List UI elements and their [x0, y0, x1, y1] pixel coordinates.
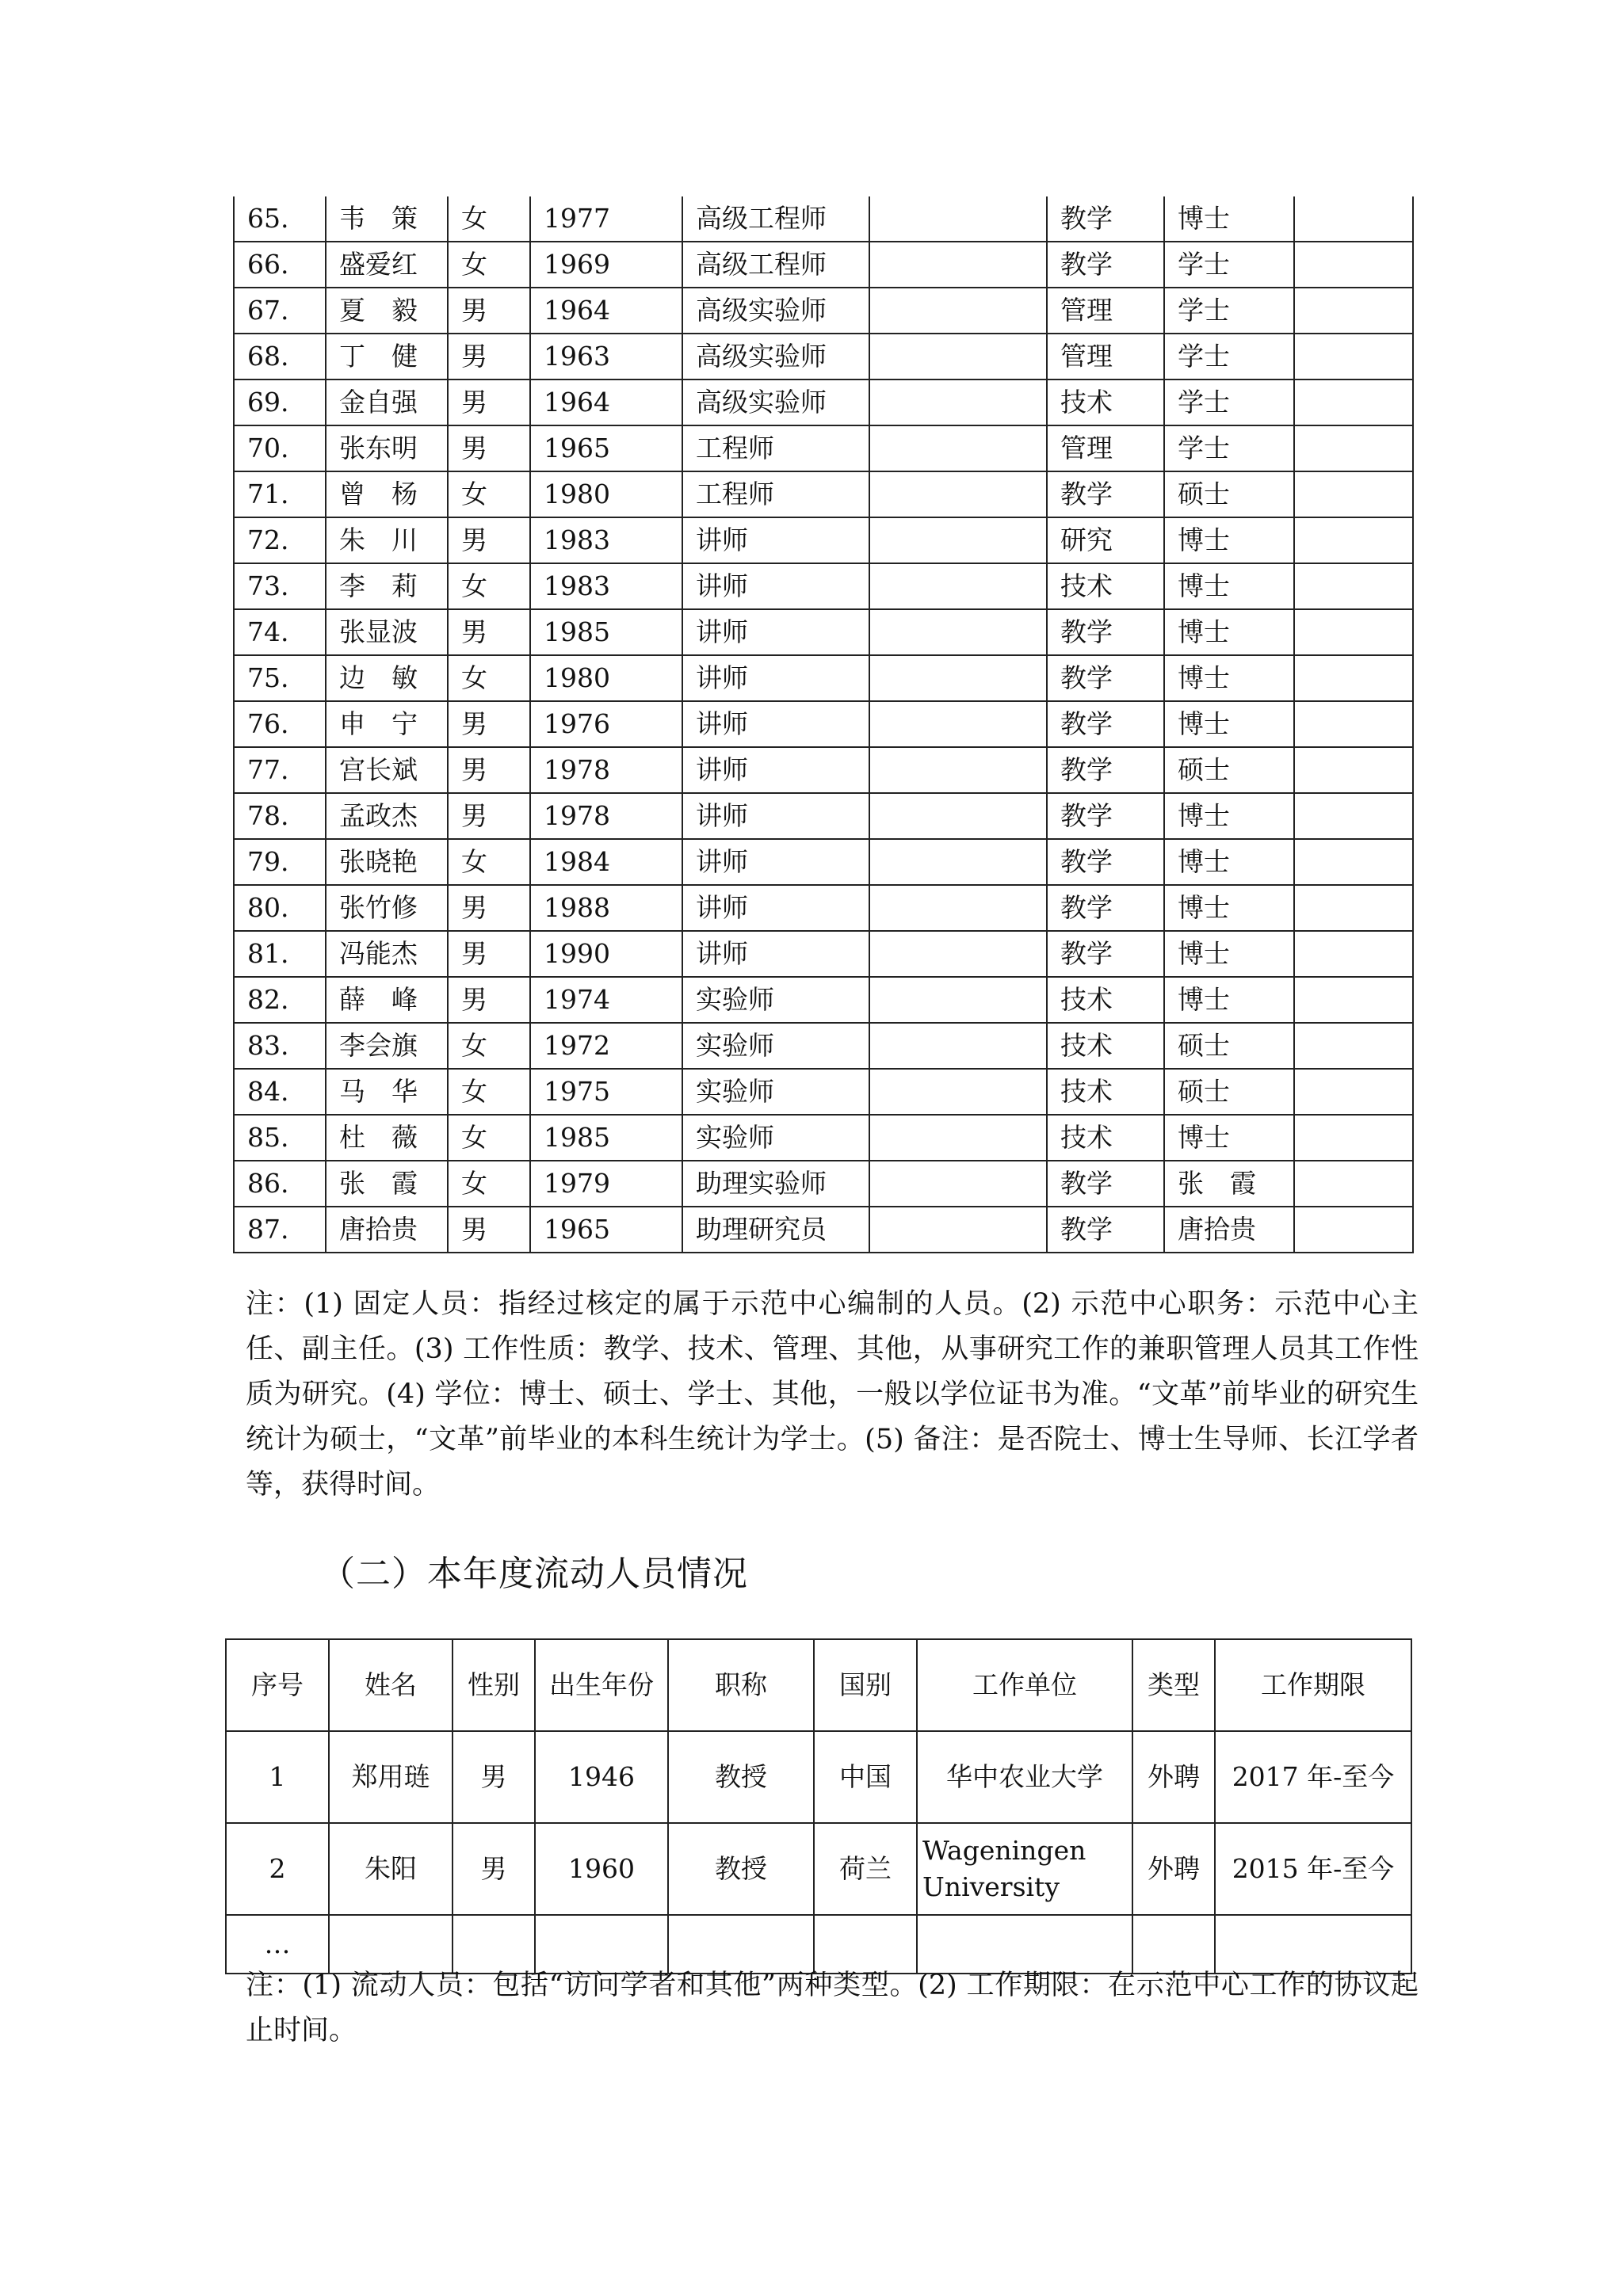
fixed-staff-table	[233, 196, 1414, 1253]
table-row	[226, 1731, 1411, 1823]
cell-index: 78.	[234, 793, 326, 839]
cell-center-post	[869, 563, 1047, 609]
table-row	[234, 839, 1413, 885]
cell-center-post	[869, 931, 1047, 977]
header-gender: 性别	[453, 1639, 535, 1731]
cell-gender: 男	[448, 793, 530, 839]
cell-remark	[1294, 288, 1413, 334]
cell-index: 80.	[234, 885, 326, 931]
cell-work-unit: 华中农业大学	[917, 1731, 1132, 1823]
visiting-staff-note-text: 注：(1) 流动人员：包括“访问学者和其他”两种类型。(2) 工作期限：在示范中心工作的协议起止时间。	[246, 1970, 1419, 2046]
cell-center-post	[869, 1069, 1047, 1115]
cell-index: 67.	[234, 288, 326, 334]
table-row	[234, 196, 1413, 242]
cell-index: 73.	[234, 563, 326, 609]
cell-center-post	[869, 471, 1047, 517]
cell-remark	[1294, 471, 1413, 517]
cell-title: 工程师	[682, 425, 869, 471]
cell-index: 65.	[234, 196, 326, 242]
cell-work-nature: 技术	[1047, 1069, 1164, 1115]
cell-work-period: 2015 年-至今	[1215, 1823, 1411, 1915]
cell-work-nature: 教学	[1047, 839, 1164, 885]
cell-index: 82.	[234, 977, 326, 1023]
cell-name: 张 霞	[326, 1161, 448, 1207]
table-row	[234, 425, 1413, 471]
table-row	[234, 1161, 1413, 1207]
cell-gender: 男	[453, 1731, 535, 1823]
cell-degree: 硕士	[1164, 1023, 1294, 1069]
table-row	[234, 793, 1413, 839]
cell-work-nature: 教学	[1047, 931, 1164, 977]
cell-gender: 男	[448, 747, 530, 793]
cell-title: 讲师	[682, 885, 869, 931]
cell-center-post	[869, 839, 1047, 885]
cell-remark	[1294, 885, 1413, 931]
cell-name: 韦 策	[326, 196, 448, 242]
cell-birth-year: 1983	[530, 563, 682, 609]
cell-remark	[1294, 1115, 1413, 1161]
cell-title: 高级实验师	[682, 334, 869, 379]
cell-remark	[1294, 517, 1413, 563]
cell-gender: 女	[448, 471, 530, 517]
cell-work-nature: 教学	[1047, 747, 1164, 793]
cell-index: 2	[226, 1823, 329, 1915]
cell-center-post	[869, 655, 1047, 701]
cell-birth-year: 1964	[530, 379, 682, 425]
cell-name: 张显波	[326, 609, 448, 655]
cell-degree: 硕士	[1164, 471, 1294, 517]
cell-title: 讲师	[682, 517, 869, 563]
cell-title: 高级工程师	[682, 242, 869, 288]
header-type: 类型	[1132, 1639, 1215, 1731]
cell-remark	[1294, 747, 1413, 793]
cell-gender: 男	[448, 977, 530, 1023]
cell-center-post	[869, 747, 1047, 793]
cell-gender: 女	[448, 563, 530, 609]
cell-title: 实验师	[682, 977, 869, 1023]
header-country: 国别	[814, 1639, 917, 1731]
cell-title: 高级实验师	[682, 288, 869, 334]
cell-gender: 男	[448, 609, 530, 655]
cell-birth-year: 1980	[530, 655, 682, 701]
cell-degree: 博士	[1164, 196, 1294, 242]
table-row	[234, 885, 1413, 931]
fixed-staff-note	[246, 1282, 1419, 1508]
cell-center-post	[869, 1023, 1047, 1069]
cell-degree: 博士	[1164, 517, 1294, 563]
cell-remark	[1294, 839, 1413, 885]
cell-birth-year: 1965	[530, 425, 682, 471]
cell-remark	[1294, 977, 1413, 1023]
cell-birth-year: 1974	[530, 977, 682, 1023]
cell-degree: 博士	[1164, 885, 1294, 931]
table-row	[234, 1207, 1413, 1253]
cell-remark	[1294, 1207, 1413, 1253]
table-row	[234, 563, 1413, 609]
cell-remark	[1294, 425, 1413, 471]
cell-center-post	[869, 609, 1047, 655]
cell-title: 讲师	[682, 931, 869, 977]
cell-birth-year: 1975	[530, 1069, 682, 1115]
cell-title: 高级工程师	[682, 196, 869, 242]
cell-center-post	[869, 977, 1047, 1023]
table-row	[234, 242, 1413, 288]
table-row	[234, 931, 1413, 977]
cell-birth-year: 1977	[530, 196, 682, 242]
cell-type: 外聘	[1132, 1823, 1215, 1915]
cell-index: 66.	[234, 242, 326, 288]
cell-name: 朱阳	[329, 1823, 453, 1915]
cell-center-post	[869, 288, 1047, 334]
cell-remark	[1294, 379, 1413, 425]
cell-name: 杜 薇	[326, 1115, 448, 1161]
cell-degree: 唐拾贵	[1164, 1207, 1294, 1253]
cell-name: 唐拾贵	[326, 1207, 448, 1253]
cell-center-post	[869, 1207, 1047, 1253]
cell-work-nature: 教学	[1047, 196, 1164, 242]
cell-name: 丁 健	[326, 334, 448, 379]
cell-index: 72.	[234, 517, 326, 563]
cell-remark	[1294, 1069, 1413, 1115]
cell-remark	[1294, 701, 1413, 747]
cell-work-nature: 研究	[1047, 517, 1164, 563]
cell-birth-year: 1969	[530, 242, 682, 288]
cell-remark	[1294, 655, 1413, 701]
cell-birth-year: 1984	[530, 839, 682, 885]
cell-name: 宫长斌	[326, 747, 448, 793]
cell-work-nature: 技术	[1047, 977, 1164, 1023]
cell-work-nature: 技术	[1047, 379, 1164, 425]
cell-index: 68.	[234, 334, 326, 379]
table-row	[234, 1115, 1413, 1161]
header-title: 职称	[668, 1639, 814, 1731]
header-index: 序号	[226, 1639, 329, 1731]
cell-work-unit: Wageningen University	[917, 1823, 1132, 1915]
cell-birth-year: 1964	[530, 288, 682, 334]
cell-degree: 博士	[1164, 609, 1294, 655]
visiting-staff-table	[225, 1638, 1412, 1974]
cell-birth-year: 1978	[530, 747, 682, 793]
cell-index: 69.	[234, 379, 326, 425]
cell-index: 71.	[234, 471, 326, 517]
cell-degree: 硕士	[1164, 747, 1294, 793]
cell-center-post	[869, 793, 1047, 839]
cell-title: 讲师	[682, 563, 869, 609]
cell-remark	[1294, 931, 1413, 977]
cell-name: 李 莉	[326, 563, 448, 609]
cell-birth-year: 1980	[530, 471, 682, 517]
cell-title: 助理研究员	[682, 1207, 869, 1253]
cell-remark	[1294, 242, 1413, 288]
cell-type: 外聘	[1132, 1731, 1215, 1823]
cell-degree: 硕士	[1164, 1069, 1294, 1115]
cell-work-nature: 教学	[1047, 1161, 1164, 1207]
table-row	[234, 471, 1413, 517]
cell-degree: 博士	[1164, 1115, 1294, 1161]
header-work-period: 工作期限	[1215, 1639, 1411, 1731]
cell-work-nature: 管理	[1047, 334, 1164, 379]
cell-work-nature: 管理	[1047, 425, 1164, 471]
cell-gender: 男	[448, 425, 530, 471]
table-row	[234, 288, 1413, 334]
cell-center-post	[869, 517, 1047, 563]
cell-work-nature: 管理	[1047, 288, 1164, 334]
cell-degree: 博士	[1164, 977, 1294, 1023]
cell-name: 申 宁	[326, 701, 448, 747]
cell-remark	[1294, 609, 1413, 655]
cell-title: 讲师	[682, 655, 869, 701]
cell-country: 荷兰	[814, 1823, 917, 1915]
cell-index: 79.	[234, 839, 326, 885]
cell-degree: 学士	[1164, 379, 1294, 425]
cell-center-post	[869, 701, 1047, 747]
cell-title: 讲师	[682, 701, 869, 747]
cell-index: 83.	[234, 1023, 326, 1069]
cell-center-post	[869, 242, 1047, 288]
table-row	[234, 379, 1413, 425]
cell-country: 中国	[814, 1731, 917, 1823]
cell-index: 77.	[234, 747, 326, 793]
cell-work-nature: 教学	[1047, 471, 1164, 517]
cell-gender: 女	[448, 839, 530, 885]
cell-degree: 博士	[1164, 655, 1294, 701]
cell-name: 盛爱红	[326, 242, 448, 288]
cell-remark	[1294, 1161, 1413, 1207]
table-row	[234, 334, 1413, 379]
table-row	[234, 747, 1413, 793]
table-row	[234, 701, 1413, 747]
cell-degree: 博士	[1164, 793, 1294, 839]
cell-name: 李会旗	[326, 1023, 448, 1069]
cell-index: 85.	[234, 1115, 326, 1161]
cell-center-post	[869, 1115, 1047, 1161]
cell-name: 薛 峰	[326, 977, 448, 1023]
cell-name: 张东明	[326, 425, 448, 471]
cell-degree: 学士	[1164, 288, 1294, 334]
cell-index: 84.	[234, 1069, 326, 1115]
cell-birth-year: 1985	[530, 609, 682, 655]
cell-gender: 男	[448, 885, 530, 931]
cell-work-nature: 教学	[1047, 242, 1164, 288]
cell-birth-year: 1965	[530, 1207, 682, 1253]
cell-name: 马 华	[326, 1069, 448, 1115]
cell-title: 讲师	[682, 793, 869, 839]
cell-work-nature: 教学	[1047, 701, 1164, 747]
cell-index: 74.	[234, 609, 326, 655]
cell-ellipsis: …	[226, 1915, 329, 1974]
cell-gender: 男	[448, 1207, 530, 1253]
visiting-staff-note	[246, 1963, 1419, 2054]
cell-gender: 女	[448, 242, 530, 288]
cell-degree: 博士	[1164, 701, 1294, 747]
cell-gender: 男	[448, 379, 530, 425]
cell-center-post	[869, 885, 1047, 931]
cell-gender: 男	[448, 288, 530, 334]
cell-title: 讲师	[682, 839, 869, 885]
cell-index: 75.	[234, 655, 326, 701]
cell-gender: 男	[453, 1823, 535, 1915]
cell-work-nature: 教学	[1047, 1207, 1164, 1253]
cell-remark	[1294, 1023, 1413, 1069]
cell-index: 70.	[234, 425, 326, 471]
cell-birth-year: 1978	[530, 793, 682, 839]
cell-gender: 男	[448, 701, 530, 747]
cell-work-nature: 教学	[1047, 885, 1164, 931]
cell-work-nature: 教学	[1047, 655, 1164, 701]
cell-title: 实验师	[682, 1115, 869, 1161]
cell-index: 87.	[234, 1207, 326, 1253]
cell-title: 高级实验师	[682, 379, 869, 425]
fixed-staff-note-text: 注：(1) 固定人员：指经过核定的属于示范中心编制的人员。(2) 示范中心职务：示范中心主任、副主任。(3) 工作性质：教学、技术、管理、其他，从事研究工作的兼职管理人员其工作性质为研究。(4) 学位：博士、硕士、学士、其他，一般以学位证书为准。“文革”前毕业的研究生统计为硕士，“文革”前毕业的本科生统计为学士。(5) 备注：是否院士、博士生导师、长江学者等，获得时间。	[246, 1288, 1419, 1501]
cell-index: 1	[226, 1731, 329, 1823]
cell-degree: 博士	[1164, 931, 1294, 977]
cell-remark	[1294, 563, 1413, 609]
header-name: 姓名	[329, 1639, 453, 1731]
cell-name: 冯能杰	[326, 931, 448, 977]
cell-name: 夏 毅	[326, 288, 448, 334]
cell-gender: 女	[448, 655, 530, 701]
cell-index: 76.	[234, 701, 326, 747]
cell-work-period: 2017 年-至今	[1215, 1731, 1411, 1823]
cell-name: 孟政杰	[326, 793, 448, 839]
cell-birth-year: 1960	[535, 1823, 668, 1915]
cell-remark	[1294, 196, 1413, 242]
cell-gender: 女	[448, 1161, 530, 1207]
cell-title: 助理实验师	[682, 1161, 869, 1207]
cell-center-post	[869, 379, 1047, 425]
cell-remark	[1294, 793, 1413, 839]
cell-title: 工程师	[682, 471, 869, 517]
cell-work-nature: 技术	[1047, 1023, 1164, 1069]
cell-birth-year: 1946	[535, 1731, 668, 1823]
cell-title: 教授	[668, 1731, 814, 1823]
cell-birth-year: 1979	[530, 1161, 682, 1207]
cell-title: 讲师	[682, 609, 869, 655]
cell-gender: 男	[448, 931, 530, 977]
header-birth-year: 出生年份	[535, 1639, 668, 1731]
cell-birth-year: 1990	[530, 931, 682, 977]
cell-birth-year: 1972	[530, 1023, 682, 1069]
cell-name: 金自强	[326, 379, 448, 425]
cell-center-post	[869, 196, 1047, 242]
cell-work-nature: 技术	[1047, 563, 1164, 609]
cell-remark	[1294, 334, 1413, 379]
cell-name: 边 敏	[326, 655, 448, 701]
cell-birth-year: 1976	[530, 701, 682, 747]
cell-degree: 张 霞	[1164, 1161, 1294, 1207]
cell-gender: 男	[448, 517, 530, 563]
visiting-table-header-row	[226, 1639, 1411, 1731]
cell-work-nature: 技术	[1047, 1115, 1164, 1161]
cell-title: 教授	[668, 1823, 814, 1915]
table-row	[234, 655, 1413, 701]
cell-birth-year: 1963	[530, 334, 682, 379]
cell-name: 张竹修	[326, 885, 448, 931]
cell-title: 实验师	[682, 1069, 869, 1115]
cell-gender: 女	[448, 1115, 530, 1161]
table-row	[226, 1823, 1411, 1915]
cell-gender: 男	[448, 334, 530, 379]
table-row	[234, 517, 1413, 563]
cell-degree: 学士	[1164, 334, 1294, 379]
cell-gender: 女	[448, 1069, 530, 1115]
cell-name: 张晓艳	[326, 839, 448, 885]
cell-name: 曾 杨	[326, 471, 448, 517]
table-row	[234, 1069, 1413, 1115]
cell-degree: 学士	[1164, 242, 1294, 288]
cell-gender: 女	[448, 1023, 530, 1069]
cell-birth-year: 1988	[530, 885, 682, 931]
cell-degree: 博士	[1164, 839, 1294, 885]
cell-degree: 学士	[1164, 425, 1294, 471]
table-row	[234, 609, 1413, 655]
table-row	[234, 1023, 1413, 1069]
cell-work-nature: 教学	[1047, 609, 1164, 655]
cell-name: 朱 川	[326, 517, 448, 563]
cell-work-nature: 教学	[1047, 793, 1164, 839]
cell-index: 86.	[234, 1161, 326, 1207]
cell-title: 讲师	[682, 747, 869, 793]
cell-name: 郑用琏	[329, 1731, 453, 1823]
cell-degree: 博士	[1164, 563, 1294, 609]
cell-center-post	[869, 1161, 1047, 1207]
cell-gender: 女	[448, 196, 530, 242]
section-title: （二）本年度流动人员情况	[320, 1554, 748, 1594]
cell-center-post	[869, 334, 1047, 379]
fixed-staff-table-body	[234, 196, 1413, 1253]
cell-birth-year: 1985	[530, 1115, 682, 1161]
header-work-unit: 工作单位	[917, 1639, 1132, 1731]
table-row	[234, 977, 1413, 1023]
cell-index: 81.	[234, 931, 326, 977]
cell-birth-year: 1983	[530, 517, 682, 563]
cell-title: 实验师	[682, 1023, 869, 1069]
cell-center-post	[869, 425, 1047, 471]
